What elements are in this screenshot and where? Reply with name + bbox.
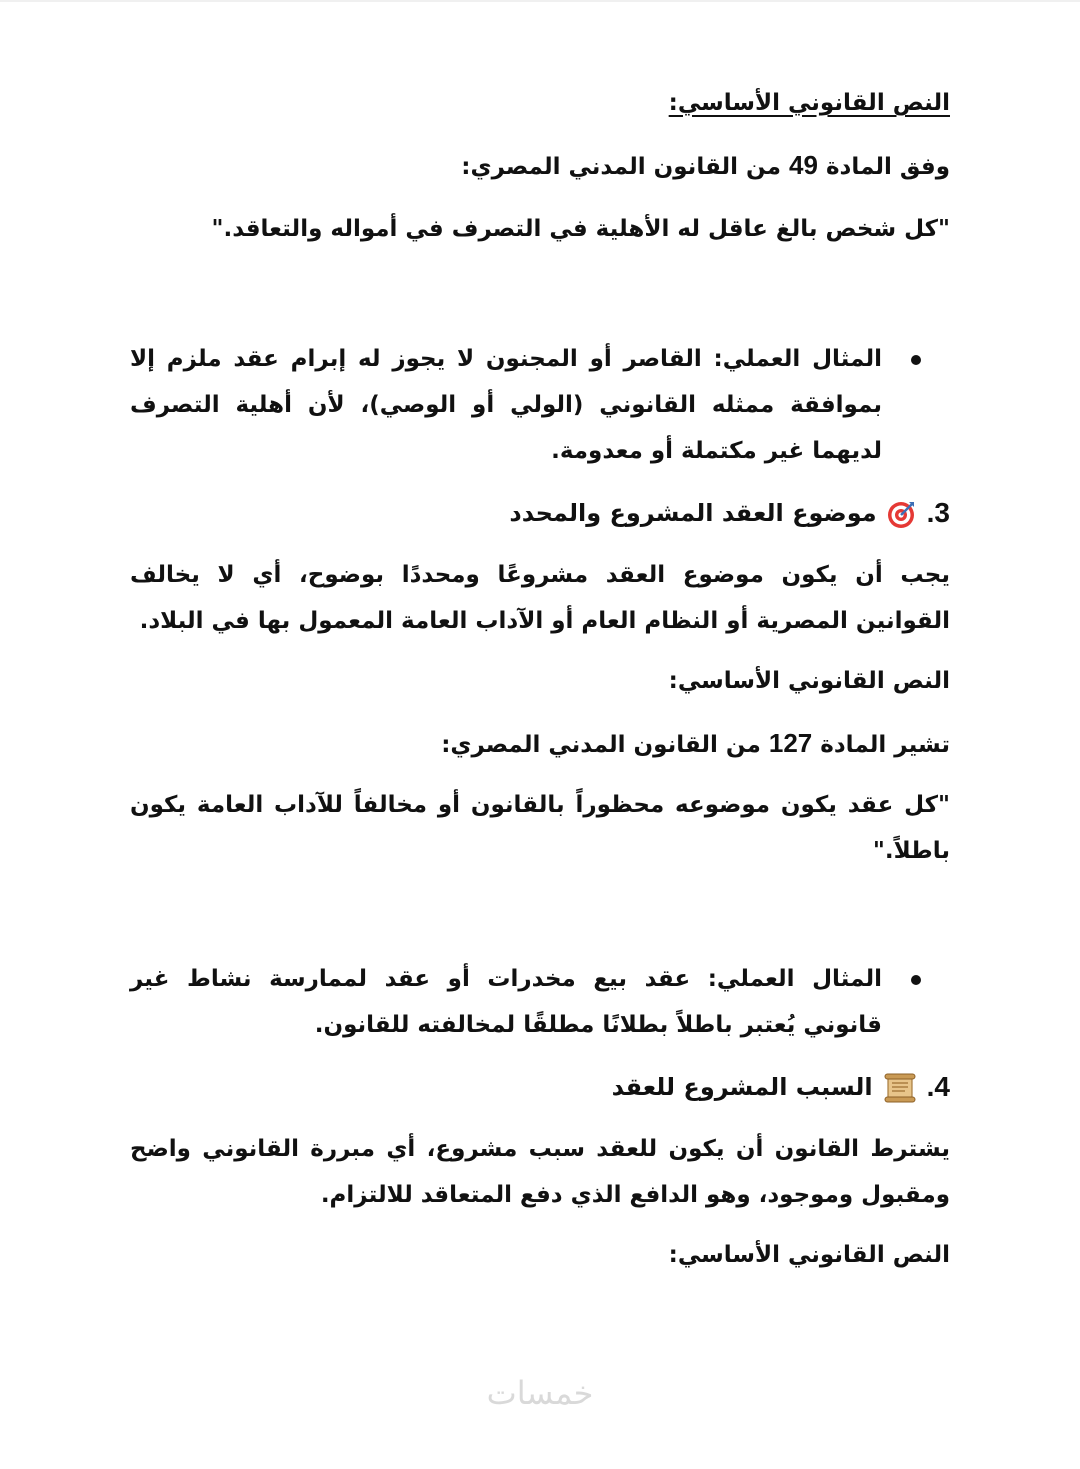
heading-4-number: 4. <box>926 1071 950 1102</box>
page-top-border <box>0 0 1080 2</box>
article-49-number: 49 <box>789 150 818 180</box>
article-49-intro <box>130 140 950 192</box>
article-49-quote: "كل شخص بالغ عاقل له الأهلية في التصرف في أمواله والتعاقد." <box>211 216 950 242</box>
article-127-suffix: من القانون المدني المصري: <box>441 732 761 758</box>
legal-text-label-2: النص القانوني الأساسي: <box>668 668 950 694</box>
article-49-prefix: وفق المادة <box>825 154 950 180</box>
heading-3-number: 3. <box>926 497 950 528</box>
article-127-prefix: تشير المادة <box>820 732 950 758</box>
example-2-text: المثال العملي: عقد بيع مخدرات أو عقد لممارسة نشاط غير قانوني يُعتبر باطلاً بطلانًا مطلقًا لمخالفته للقانون. <box>130 966 882 1038</box>
article-127-number: 127 <box>768 728 813 758</box>
bullet-icon <box>882 956 950 985</box>
scroll-icon <box>883 1060 917 1114</box>
heading-4-body: يشترط القانون أن يكون للعقد سبب مشروع، أي مبررة القانوني واضح ومقبول وموجود، وهو الدافع الذي دفع المتعاقد للالتزام. <box>130 1136 950 1208</box>
heading-3 <box>130 486 950 540</box>
bullet-icon <box>882 336 950 365</box>
legal-text-label-3: النص القانوني الأساسي: <box>668 1242 950 1268</box>
target-icon <box>887 486 917 540</box>
article-127-quote: "كل عقد يكون موضوعه محظوراً بالقانون أو مخالفاً للآداب العامة يكون باطلاً." <box>130 792 950 864</box>
document-body <box>130 78 950 1280</box>
example-1-text: المثال العملي: القاصر أو المجنون لا يجوز له إبرام عقد ملزم إلا بموافقة ممثله القانوني (الولي أو الوصي)، لأن أهلية التصرف لديهما غير مكتملة أو معدومة. <box>130 346 882 464</box>
legal-text-label-1: النص القانوني الأساسي: <box>668 90 950 116</box>
article-127-intro <box>130 718 950 770</box>
example-2-list-item <box>130 956 950 1048</box>
article-49-suffix: من القانون المدني المصري: <box>461 154 781 180</box>
example-1-list-item <box>130 336 950 474</box>
heading-3-title: موضوع العقد المشروع والمحدد <box>509 499 877 527</box>
watermark-logo: خمسات <box>486 1374 594 1412</box>
heading-3-body: يجب أن يكون موضوع العقد مشروعًا ومحددًا بوضوح، أي لا يخالف القوانين المصرية أو النظام العام أو الآداب العامة المعمول بها في البلاد. <box>130 562 950 634</box>
heading-4 <box>130 1060 950 1114</box>
heading-4-title: السبب المشروع للعقد <box>611 1073 873 1101</box>
